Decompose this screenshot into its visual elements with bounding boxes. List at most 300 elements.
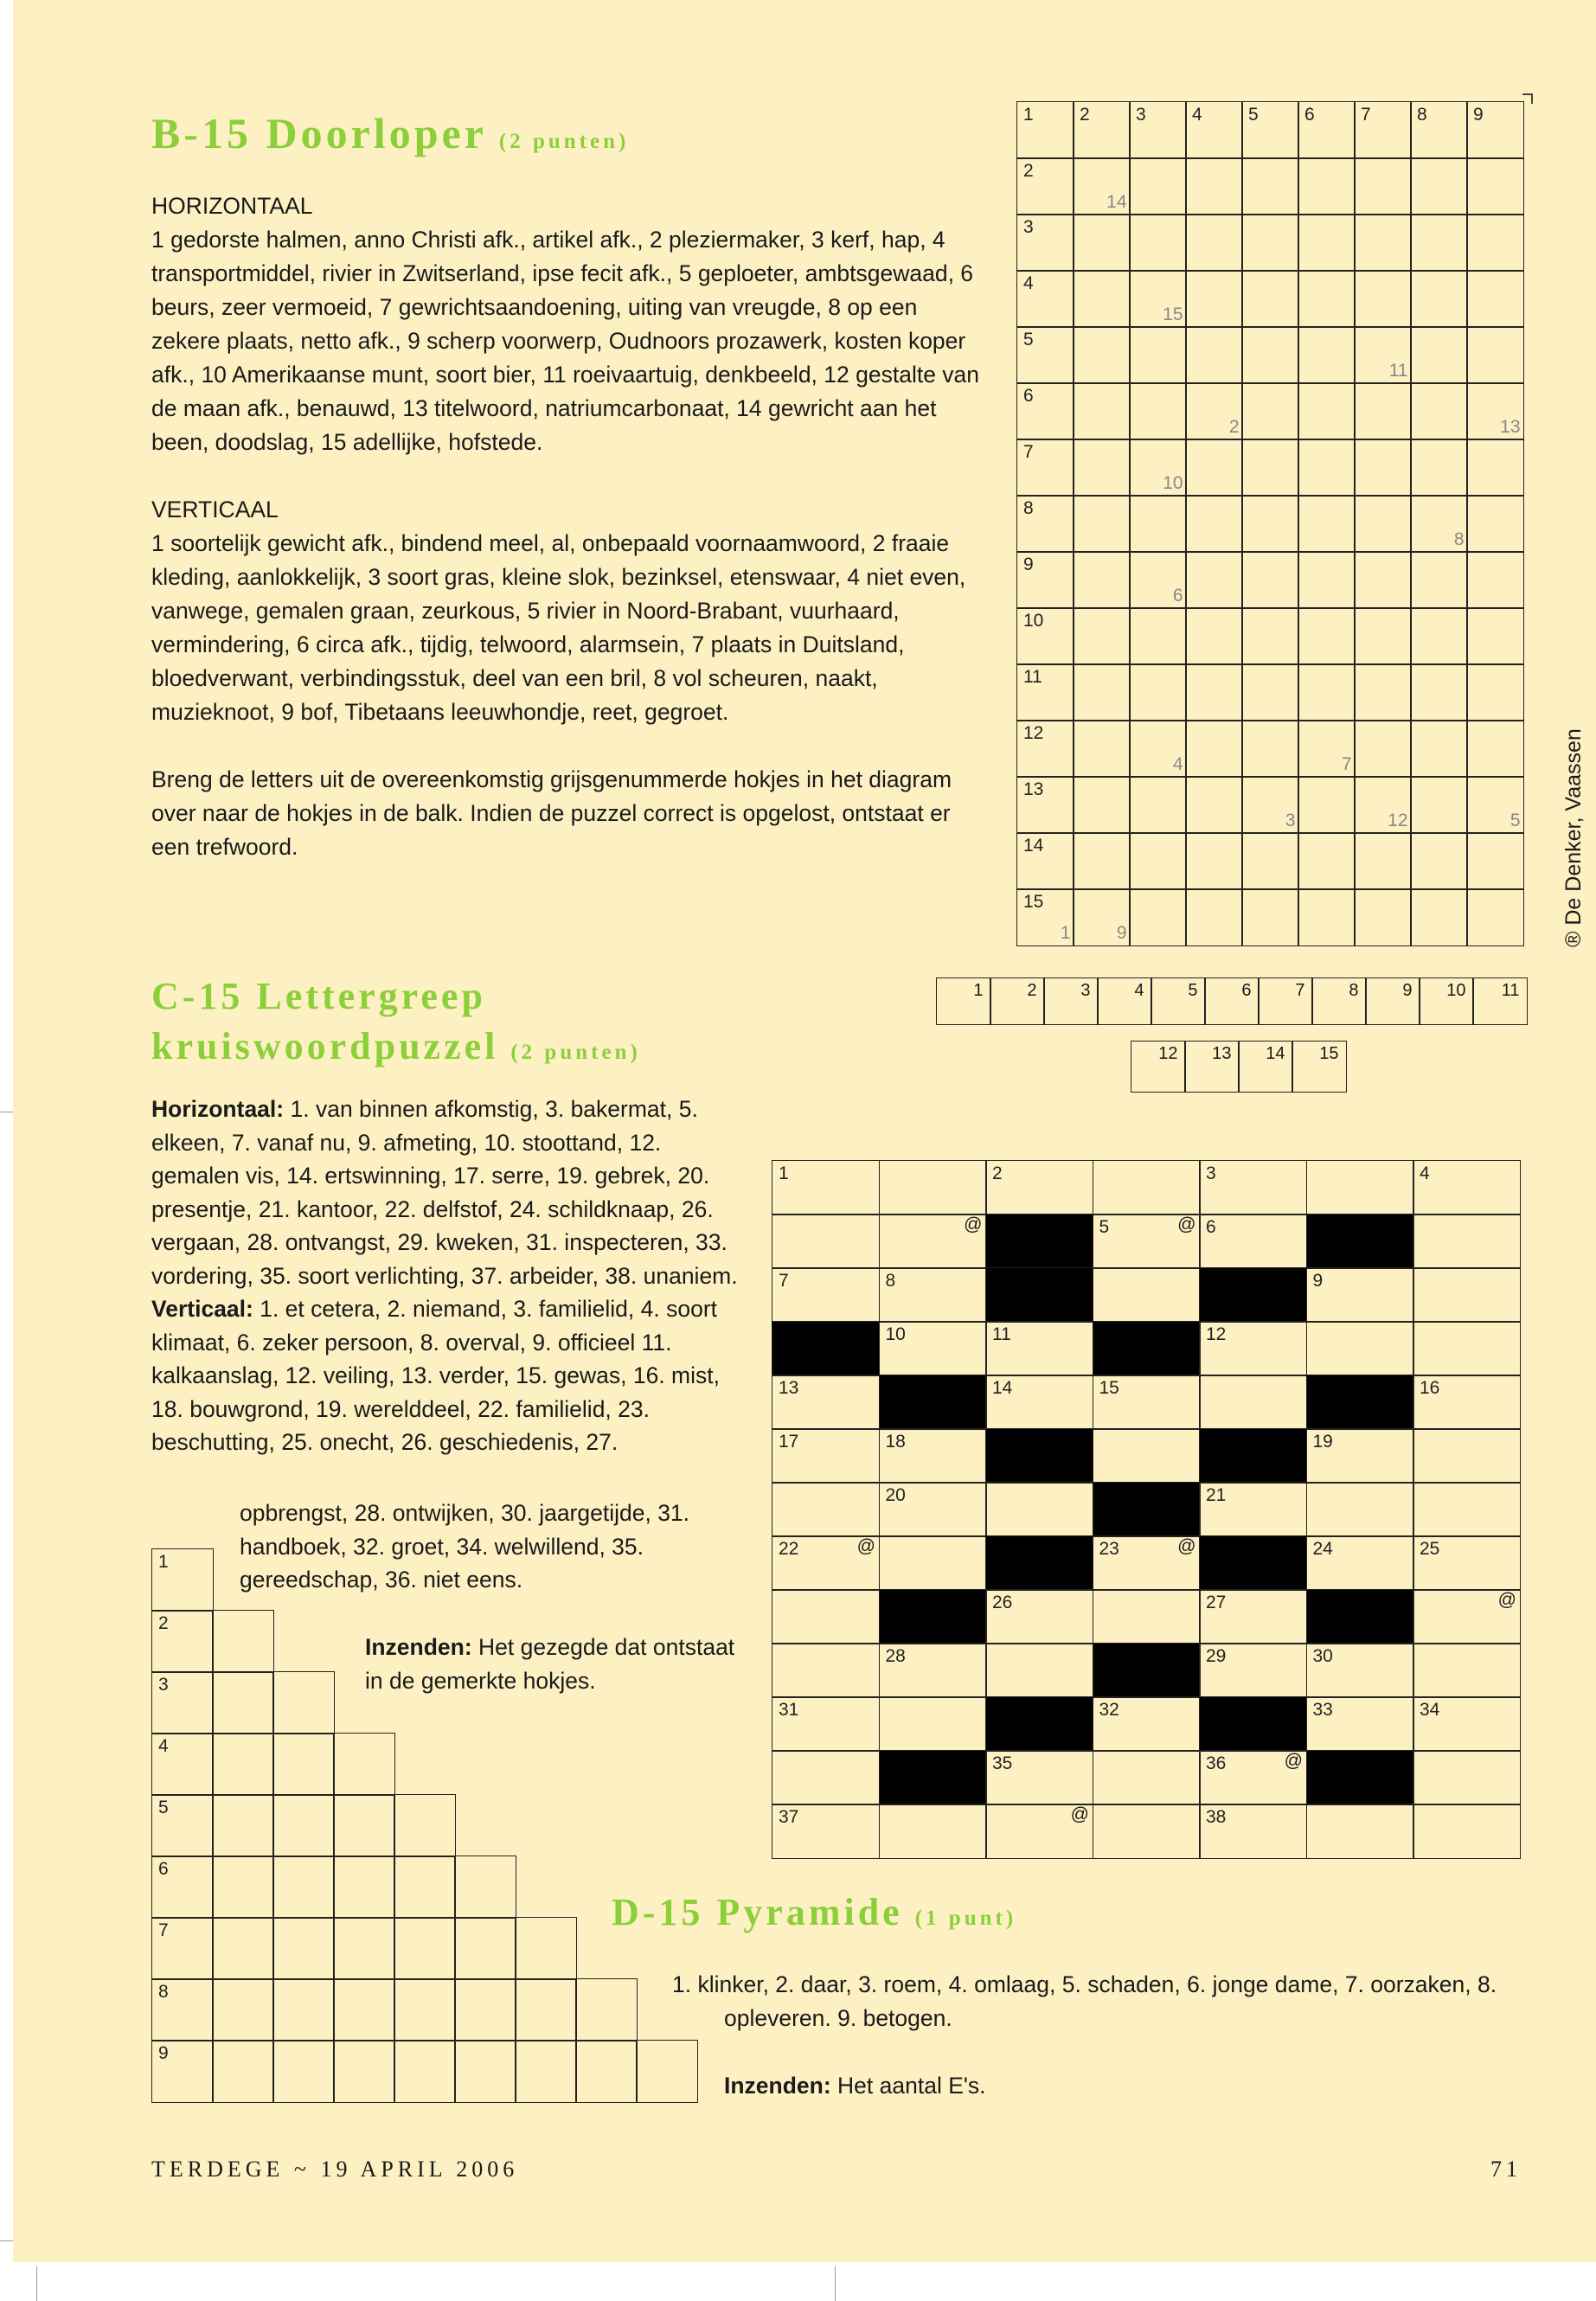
c15-black-cell[interactable] xyxy=(1306,1214,1414,1269)
pyramid-cell[interactable] xyxy=(394,1978,456,2041)
b15-cell[interactable] xyxy=(1129,720,1187,778)
b15-cell[interactable] xyxy=(1354,832,1412,890)
pyramid-cell[interactable] xyxy=(454,1856,516,1919)
pyramid-cell[interactable] xyxy=(394,1794,456,1857)
b15-cell[interactable] xyxy=(1016,607,1074,665)
b15-cell[interactable] xyxy=(1016,326,1074,384)
bar-cell-number: 1 xyxy=(973,981,984,1000)
c15-verticaal-clues-cont: opbrengst, 28. ontwijken, 30. jaargetijde, 31. handboek, 32. groet, 34. welwillend, 35. gereedschap, 36. niet eens. xyxy=(240,1500,690,1593)
c15-cell[interactable] xyxy=(1306,1321,1414,1376)
bar-cell[interactable] xyxy=(1292,1041,1347,1093)
b15-cell[interactable] xyxy=(1016,101,1074,159)
b15-cell[interactable] xyxy=(1466,382,1524,440)
b15-cell[interactable] xyxy=(1298,888,1356,946)
b15-cell[interactable] xyxy=(1298,776,1356,834)
c15-cell[interactable] xyxy=(1413,1160,1521,1215)
c15-cell[interactable] xyxy=(772,1696,880,1752)
b15-cell[interactable] xyxy=(1410,776,1468,834)
c15-cell[interactable] xyxy=(1413,1696,1521,1752)
b15-cell[interactable] xyxy=(1354,607,1412,665)
pyramid-cell[interactable] xyxy=(575,1978,638,2041)
b15-cell[interactable] xyxy=(1185,888,1243,946)
b15-cell[interactable] xyxy=(1354,495,1412,553)
b15-cell[interactable] xyxy=(1466,551,1524,609)
b15-cell[interactable] xyxy=(1073,439,1131,497)
b15-cell[interactable] xyxy=(1354,720,1412,778)
c15-cell[interactable] xyxy=(879,1267,987,1323)
c15-black-cell[interactable] xyxy=(1093,1482,1201,1537)
c15-cell[interactable] xyxy=(879,1214,987,1269)
pyramid-cell[interactable] xyxy=(212,1917,274,1980)
b15-cell[interactable] xyxy=(1354,157,1412,215)
pyramid-cell[interactable] xyxy=(333,2040,395,2103)
c15-black-cell[interactable] xyxy=(1199,1696,1307,1752)
b15-cell[interactable] xyxy=(1466,270,1524,328)
pyramid-cell[interactable] xyxy=(151,1978,214,2041)
c15-black-cell[interactable] xyxy=(1093,1643,1201,1698)
c15-cell[interactable] xyxy=(1306,1160,1414,1215)
b15-cell[interactable] xyxy=(1241,439,1299,497)
c15-cell[interactable] xyxy=(1093,1750,1201,1805)
c15-cell[interactable] xyxy=(1413,1428,1521,1484)
pyramid-cell[interactable] xyxy=(454,1978,516,2041)
b15-cell[interactable] xyxy=(1466,439,1524,497)
c15-cell[interactable] xyxy=(1413,1482,1521,1537)
b15-cell[interactable] xyxy=(1185,663,1243,721)
b15-cell[interactable] xyxy=(1298,382,1356,440)
b15-cell[interactable] xyxy=(1129,326,1187,384)
b15-cell[interactable] xyxy=(1016,663,1074,721)
bar-cell[interactable] xyxy=(1365,977,1420,1025)
pyramid-cell[interactable] xyxy=(212,1978,274,2041)
b15-cell[interactable] xyxy=(1185,720,1243,778)
b15-cell[interactable] xyxy=(1354,439,1412,497)
b15-row-number: 6 xyxy=(1023,386,1034,406)
c15-cell[interactable] xyxy=(1413,1535,1521,1591)
b15-cell[interactable] xyxy=(1185,495,1243,553)
pyramid-cell[interactable] xyxy=(151,1794,214,1857)
c15-black-cell[interactable] xyxy=(1199,1535,1307,1591)
b15-cell[interactable] xyxy=(1298,101,1356,159)
b15-cell[interactable] xyxy=(1466,607,1524,665)
d15-clues: 1. klinker, 2. daar, 3. roem, 4. omlaag, 5. schaden, 6. jonge dame, 7. oorzaken, 8. opleveren. 9. betogen. xyxy=(672,1971,1497,2031)
b15-cell[interactable] xyxy=(1016,551,1074,609)
b15-cell[interactable] xyxy=(1073,607,1131,665)
c15-cell[interactable] xyxy=(1306,1482,1414,1537)
c15-cell[interactable] xyxy=(985,1643,1093,1698)
pyramid-cell[interactable] xyxy=(636,2040,698,2103)
b15-cell[interactable] xyxy=(1073,551,1131,609)
pyramid-cell[interactable] xyxy=(333,1917,395,1980)
b15-cell[interactable] xyxy=(1466,776,1524,834)
c15-cell[interactable] xyxy=(1093,1589,1201,1644)
b15-cell[interactable] xyxy=(1129,551,1187,609)
pyramid-cell[interactable] xyxy=(272,1794,335,1857)
b15-cell[interactable] xyxy=(1354,888,1412,946)
pyramid-cell[interactable] xyxy=(212,1733,274,1796)
bar-cell[interactable] xyxy=(1043,977,1099,1025)
b15-cell[interactable] xyxy=(1016,776,1074,834)
bar-cell[interactable] xyxy=(1419,977,1474,1025)
b15-cell[interactable] xyxy=(1410,888,1468,946)
b15-cell[interactable] xyxy=(1298,551,1356,609)
b15-cell[interactable] xyxy=(1185,326,1243,384)
b15-cell[interactable] xyxy=(1241,495,1299,553)
pyramid-cell[interactable] xyxy=(272,2040,335,2103)
c15-cell[interactable] xyxy=(1306,1696,1414,1752)
b15-gray-number: 7 xyxy=(1341,753,1352,774)
b15-cell[interactable] xyxy=(1185,776,1243,834)
bar-cell[interactable] xyxy=(936,977,991,1025)
c15-grid[interactable] xyxy=(772,1160,1520,1857)
c15-cell[interactable] xyxy=(1413,1750,1521,1805)
pyramid-cell[interactable] xyxy=(515,1917,577,1980)
c15-cell[interactable] xyxy=(1413,1804,1521,1859)
pyramid-cell[interactable] xyxy=(212,1856,274,1919)
b15-cell[interactable] xyxy=(1410,326,1468,384)
c15-black-cell[interactable] xyxy=(1306,1589,1414,1644)
b15-cell[interactable] xyxy=(1298,214,1356,272)
c15-cell[interactable] xyxy=(1093,1214,1201,1269)
c15-cell[interactable] xyxy=(1093,1375,1201,1430)
c15-cell[interactable] xyxy=(1199,1321,1307,1376)
b15-cell[interactable] xyxy=(1298,720,1356,778)
pyramid-cell[interactable] xyxy=(333,1978,395,2041)
bar-cell[interactable] xyxy=(1151,977,1206,1025)
b15-cell[interactable] xyxy=(1298,495,1356,553)
b15-cell[interactable] xyxy=(1241,382,1299,440)
b15-cell[interactable] xyxy=(1185,157,1243,215)
b15-cell[interactable] xyxy=(1241,101,1299,159)
b15-cell[interactable] xyxy=(1185,214,1243,272)
b15-cell[interactable] xyxy=(1241,607,1299,665)
c15-cell[interactable] xyxy=(1413,1589,1521,1644)
b15-cell[interactable] xyxy=(1185,439,1243,497)
b15-cell[interactable] xyxy=(1016,157,1074,215)
b15-cell[interactable] xyxy=(1129,101,1187,159)
bar-cell[interactable] xyxy=(1311,977,1367,1025)
b15-cell[interactable] xyxy=(1241,157,1299,215)
b15-cell[interactable] xyxy=(1354,551,1412,609)
b15-cell[interactable] xyxy=(1129,214,1187,272)
b15-cell[interactable] xyxy=(1354,663,1412,721)
b15-cell[interactable] xyxy=(1016,382,1074,440)
b15-cell[interactable] xyxy=(1185,607,1243,665)
b15-cell[interactable] xyxy=(1129,382,1187,440)
b15-cell[interactable] xyxy=(1298,157,1356,215)
c15-cell[interactable] xyxy=(772,1267,880,1323)
b15-cell[interactable] xyxy=(1298,439,1356,497)
c15-cell[interactable] xyxy=(772,1535,880,1591)
pyramid-cell[interactable] xyxy=(212,1794,274,1857)
c15-cell[interactable] xyxy=(1306,1428,1414,1484)
b15-cell[interactable] xyxy=(1241,832,1299,890)
c15-cell[interactable] xyxy=(772,1804,880,1859)
b15-cell[interactable] xyxy=(1410,214,1468,272)
b15-cell[interactable] xyxy=(1354,776,1412,834)
b15-cell[interactable] xyxy=(1466,663,1524,721)
b15-cell[interactable] xyxy=(1410,270,1468,328)
pyramid-cell[interactable] xyxy=(151,1610,214,1673)
pyramid-cell[interactable] xyxy=(454,1917,516,1980)
c15-black-cell[interactable] xyxy=(985,1428,1093,1484)
bar-cell[interactable] xyxy=(1204,977,1259,1025)
b15-cell[interactable] xyxy=(1241,551,1299,609)
c15-cell[interactable] xyxy=(879,1482,987,1537)
b15-cell[interactable] xyxy=(1185,832,1243,890)
c15-cell[interactable] xyxy=(1413,1267,1521,1323)
bar-cell[interactable] xyxy=(1184,1041,1240,1093)
pyramid-cell[interactable] xyxy=(212,1671,274,1734)
b15-cell[interactable] xyxy=(1129,832,1187,890)
b15-cell[interactable] xyxy=(1410,495,1468,553)
b15-cell[interactable] xyxy=(1073,888,1131,946)
pyramid-cell[interactable] xyxy=(151,1733,214,1796)
b15-cell[interactable] xyxy=(1410,663,1468,721)
b15-solution-bar[interactable] xyxy=(936,977,1526,1025)
pyramid-cell[interactable] xyxy=(151,1548,214,1612)
pyramid-cell[interactable] xyxy=(272,1978,335,2041)
bar-cell[interactable] xyxy=(1238,1041,1293,1093)
b15-cell[interactable] xyxy=(1410,101,1468,159)
b15-cell[interactable] xyxy=(1241,214,1299,272)
pyramid-cell[interactable] xyxy=(212,2040,274,2103)
c15-cell[interactable] xyxy=(1199,1750,1307,1805)
c15-cell[interactable] xyxy=(985,1160,1093,1215)
c15-cell[interactable] xyxy=(772,1643,880,1698)
b15-cell[interactable] xyxy=(1185,551,1243,609)
c15-cell[interactable] xyxy=(772,1214,880,1269)
b15-grid[interactable] xyxy=(1016,101,1522,945)
c15-cell[interactable] xyxy=(879,1643,987,1698)
c15-cell[interactable] xyxy=(1306,1804,1414,1859)
d15-pyramid-grid[interactable] xyxy=(151,1548,714,2102)
pyramid-cell[interactable] xyxy=(394,1856,456,1919)
c15-black-cell[interactable] xyxy=(985,1535,1093,1591)
c15-black-cell[interactable] xyxy=(1306,1375,1414,1430)
c15-cell[interactable] xyxy=(1199,1643,1307,1698)
b15-cell[interactable] xyxy=(1016,888,1074,946)
b15-cell[interactable] xyxy=(1185,270,1243,328)
bar-cell[interactable] xyxy=(1097,977,1152,1025)
b15-cell[interactable] xyxy=(1410,157,1468,215)
c15-cell[interactable] xyxy=(1413,1375,1521,1430)
b15-cell[interactable] xyxy=(1298,832,1356,890)
c15-cell[interactable] xyxy=(1199,1160,1307,1215)
b15-cell[interactable] xyxy=(1298,607,1356,665)
b15-cell[interactable] xyxy=(1466,326,1524,384)
b15-cell[interactable] xyxy=(1466,888,1524,946)
b15-cell[interactable] xyxy=(1354,214,1412,272)
b15-cell[interactable] xyxy=(1354,101,1412,159)
c15-cell[interactable] xyxy=(1093,1535,1201,1591)
c15-cell[interactable] xyxy=(879,1428,987,1484)
b15-cell[interactable] xyxy=(1073,720,1131,778)
b15-cell[interactable] xyxy=(1298,326,1356,384)
c15-cell[interactable] xyxy=(1413,1643,1521,1698)
b15-cell[interactable] xyxy=(1073,101,1131,159)
pyramid-cell[interactable] xyxy=(151,1917,214,1980)
b15-cell[interactable] xyxy=(1016,439,1074,497)
b15-cell[interactable] xyxy=(1129,776,1187,834)
b15-cell[interactable] xyxy=(1410,832,1468,890)
b15-cell[interactable] xyxy=(1016,270,1074,328)
c15-cell[interactable] xyxy=(1093,1267,1201,1323)
c15-cell[interactable] xyxy=(772,1589,880,1644)
c15-cell[interactable] xyxy=(772,1160,880,1215)
c15-black-cell[interactable] xyxy=(1093,1321,1201,1376)
c15-cell[interactable] xyxy=(1093,1696,1201,1752)
c15-cell[interactable] xyxy=(985,1750,1093,1805)
pyramid-cell[interactable] xyxy=(515,1978,577,2041)
b15-cell[interactable] xyxy=(1241,663,1299,721)
b15-cell[interactable] xyxy=(1185,382,1243,440)
b15-cell[interactable] xyxy=(1466,495,1524,553)
b15-cell[interactable] xyxy=(1410,551,1468,609)
b15-cell[interactable] xyxy=(1410,607,1468,665)
b15-cell[interactable] xyxy=(1073,157,1131,215)
c15-black-cell[interactable] xyxy=(985,1696,1093,1752)
c15-cell[interactable] xyxy=(772,1375,880,1430)
b15-cell[interactable] xyxy=(1016,720,1074,778)
b15-cell[interactable] xyxy=(1073,382,1131,440)
c15-cell[interactable] xyxy=(1306,1535,1414,1591)
c15-cell[interactable] xyxy=(1199,1375,1307,1430)
b15-cell[interactable] xyxy=(1129,439,1187,497)
b15-cell[interactable] xyxy=(1241,888,1299,946)
c15-marked-cell-icon: @ xyxy=(1177,1215,1196,1234)
pyramid-cell[interactable] xyxy=(333,1856,395,1919)
bar-cell[interactable] xyxy=(1131,1041,1186,1093)
c15-black-cell[interactable] xyxy=(985,1267,1093,1323)
c15-cell-number: 35 xyxy=(992,1753,1013,1773)
b15-cell[interactable] xyxy=(1129,888,1187,946)
b15-cell[interactable] xyxy=(1354,326,1412,384)
b15-solution-bar-2[interactable] xyxy=(1131,1041,1347,1093)
b15-cell[interactable] xyxy=(1466,832,1524,890)
pyramid-cell[interactable] xyxy=(272,1856,335,1919)
b15-cell[interactable] xyxy=(1016,214,1074,272)
b15-cell[interactable] xyxy=(1073,214,1131,272)
c15-cell[interactable] xyxy=(1306,1267,1414,1323)
pyramid-cell[interactable] xyxy=(333,1733,395,1796)
c15-black-cell[interactable] xyxy=(879,1375,987,1430)
c15-cell[interactable] xyxy=(879,1160,987,1215)
c15-black-cell[interactable] xyxy=(879,1589,987,1644)
b15-cell[interactable] xyxy=(1241,326,1299,384)
b15-cell[interactable] xyxy=(1016,495,1074,553)
pyramid-row-number: 8 xyxy=(158,1982,169,2002)
pyramid-cell[interactable] xyxy=(394,1917,456,1980)
c15-cell[interactable] xyxy=(1199,1214,1307,1269)
c15-cell[interactable] xyxy=(1093,1428,1201,1484)
pyramid-cell[interactable] xyxy=(151,1671,214,1734)
c15-cell[interactable] xyxy=(772,1750,880,1805)
b15-cell[interactable] xyxy=(1016,832,1074,890)
c15-cell[interactable] xyxy=(879,1804,987,1859)
b15-cell[interactable] xyxy=(1410,439,1468,497)
c15-cell[interactable] xyxy=(1413,1321,1521,1376)
b15-cell[interactable] xyxy=(1354,382,1412,440)
b15-cell[interactable] xyxy=(1185,101,1243,159)
c15-black-cell[interactable] xyxy=(879,1750,987,1805)
pyramid-cell[interactable] xyxy=(272,1733,335,1796)
b15-cell[interactable] xyxy=(1298,270,1356,328)
b15-cell[interactable] xyxy=(1073,326,1131,384)
c15-cell[interactable] xyxy=(879,1535,987,1591)
b15-cell[interactable] xyxy=(1073,832,1131,890)
b15-cell[interactable] xyxy=(1129,270,1187,328)
b15-cell[interactable] xyxy=(1129,495,1187,553)
bar-cell[interactable] xyxy=(990,977,1045,1025)
c15-cell[interactable] xyxy=(1413,1214,1521,1269)
pyramid-cell[interactable] xyxy=(575,2040,638,2103)
bar-cell[interactable] xyxy=(1472,977,1528,1025)
b15-cell[interactable] xyxy=(1129,663,1187,721)
c15-cell[interactable] xyxy=(772,1428,880,1484)
c15-black-cell[interactable] xyxy=(985,1214,1093,1269)
c15-cell[interactable] xyxy=(879,1321,987,1376)
pyramid-cell[interactable] xyxy=(333,1794,395,1857)
c15-black-cell[interactable] xyxy=(1199,1428,1307,1484)
c15-cell[interactable] xyxy=(879,1696,987,1752)
c15-cell[interactable] xyxy=(1093,1160,1201,1215)
pyramid-cell[interactable] xyxy=(454,2040,516,2103)
b15-cell[interactable] xyxy=(1298,663,1356,721)
c15-black-cell[interactable] xyxy=(1306,1750,1414,1805)
b15-cell[interactable] xyxy=(1073,663,1131,721)
c15-cell[interactable] xyxy=(1093,1804,1201,1859)
b15-cell[interactable] xyxy=(1073,776,1131,834)
c15-cell[interactable] xyxy=(985,1804,1093,1859)
c15-cell[interactable] xyxy=(1199,1804,1307,1859)
c15-cell[interactable] xyxy=(1199,1589,1307,1644)
b15-cell[interactable] xyxy=(1129,607,1187,665)
c15-cell[interactable] xyxy=(1199,1482,1307,1537)
b15-cell[interactable] xyxy=(1410,382,1468,440)
b15-cell[interactable] xyxy=(1129,157,1187,215)
c15-cell[interactable] xyxy=(985,1482,1093,1537)
pyramid-cell[interactable] xyxy=(272,1917,335,1980)
b15-cell[interactable] xyxy=(1073,495,1131,553)
c15-cell[interactable] xyxy=(772,1482,880,1537)
c15-cell[interactable] xyxy=(985,1589,1093,1644)
pyramid-cell[interactable] xyxy=(515,2040,577,2103)
b15-cell[interactable] xyxy=(1466,157,1524,215)
pyramid-cell[interactable] xyxy=(151,2040,214,2103)
b15-gray-number: 5 xyxy=(1509,810,1521,830)
c15-black-cell[interactable] xyxy=(1199,1267,1307,1323)
c15-cell[interactable] xyxy=(985,1375,1093,1430)
b15-cell[interactable] xyxy=(1410,720,1468,778)
c15-cell[interactable] xyxy=(985,1321,1093,1376)
b15-cell[interactable] xyxy=(1354,270,1412,328)
c15-cell[interactable] xyxy=(1306,1643,1414,1698)
b15-cell[interactable] xyxy=(1241,270,1299,328)
b15-cell[interactable] xyxy=(1466,214,1524,272)
pyramid-cell[interactable] xyxy=(394,2040,456,2103)
b15-cell[interactable] xyxy=(1466,720,1524,778)
pyramid-cell[interactable] xyxy=(151,1856,214,1919)
c15-black-cell[interactable] xyxy=(772,1321,880,1376)
b15-cell[interactable] xyxy=(1241,776,1299,834)
bar-cell[interactable] xyxy=(1258,977,1313,1025)
b15-cell[interactable] xyxy=(1241,720,1299,778)
pyramid-cell[interactable] xyxy=(272,1671,335,1734)
b15-cell[interactable] xyxy=(1073,270,1131,328)
b15-cell[interactable] xyxy=(1466,101,1524,159)
pyramid-cell[interactable] xyxy=(212,1610,274,1673)
